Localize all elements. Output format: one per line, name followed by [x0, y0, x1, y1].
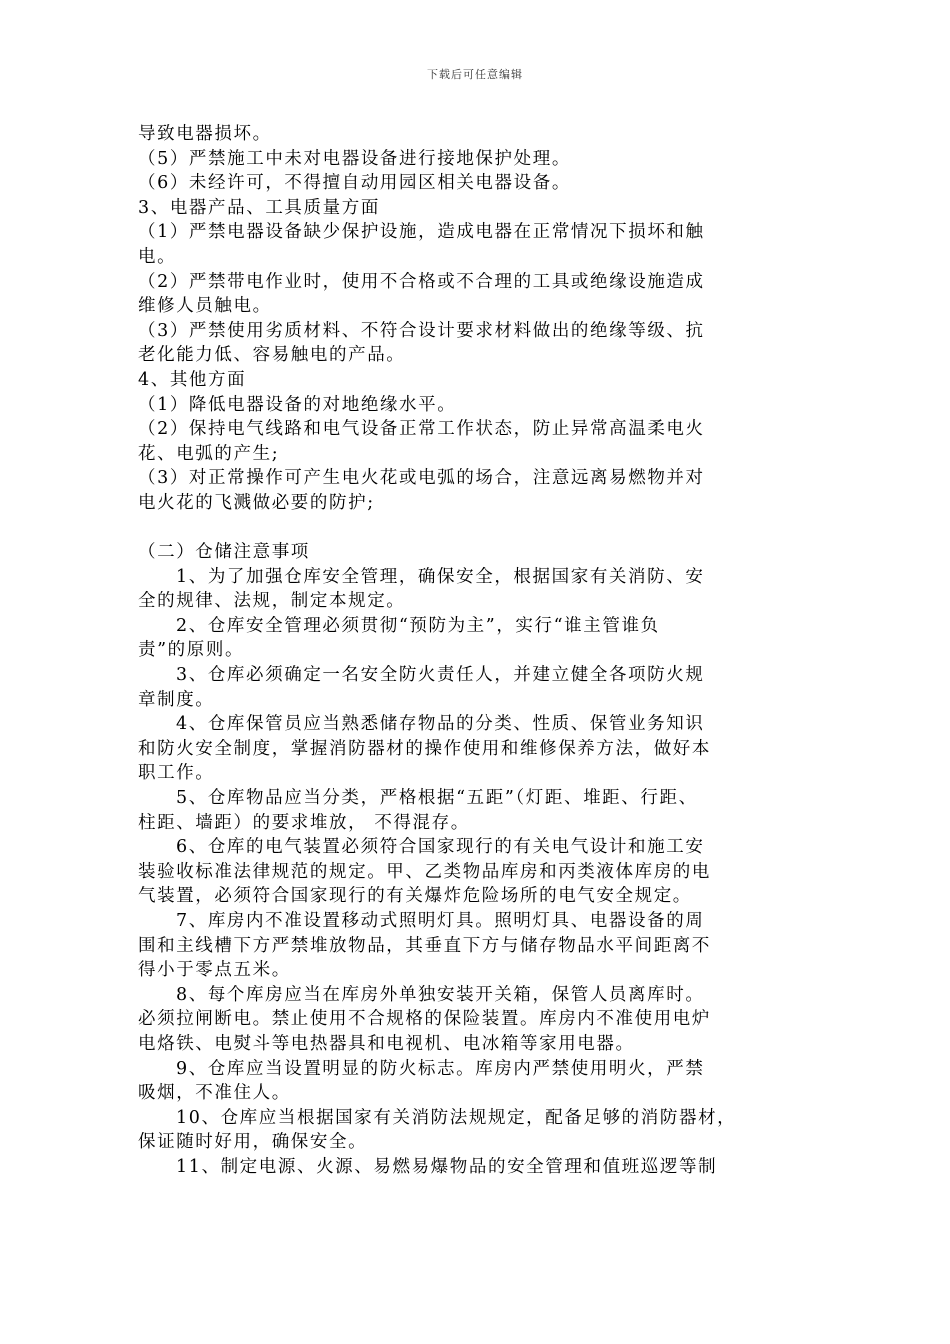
text-line: （1）降低电器设备的对地绝缘水平。	[138, 394, 457, 415]
text-line: 导致电器损坏。	[138, 124, 272, 144]
document-body	[138, 122, 818, 1180]
text-line: 装验收标准法律规范的规定。甲、乙类物品库房和丙类液体库房的电	[138, 861, 711, 882]
text-line: （2）严禁带电作业时，使用不合格或不合理的工具或绝缘设施造成	[138, 271, 705, 292]
text-line: （6）未经许可，不得擅自动用园区相关电器设备。	[138, 173, 571, 194]
text-line: 6、仓库的电气装置必须符合国家现行的有关电气设计和施工安	[176, 837, 705, 858]
text-line: 和防火安全制度，掌握消防器材的操作使用和维修保养方法，做好本	[138, 738, 711, 759]
text-line: 章制度。	[138, 689, 215, 710]
text-line: 职工作。	[138, 763, 215, 784]
text-line: 3、电器产品、工具质量方面	[138, 197, 380, 218]
text-line: 电火花的飞溅做必要的防护;	[138, 492, 375, 513]
text-line: 维修人员触电。	[138, 296, 272, 317]
text-line: 电烙铁、电熨斗等电热器具和电视机、电冰箱等家用电器。	[138, 1033, 635, 1054]
text-line: 7、库房内不准设置移动式照明灯具。照明灯具、电器设备的周	[176, 911, 705, 931]
text-line: 花、电弧的产生;	[138, 443, 280, 464]
text-line: 5、仓库物品应当分类，严格根据“五距”（灯距、堆距、行距、	[176, 788, 698, 809]
text-line: 11、制定电源、火源、易燃易爆物品的安全管理和值班巡逻等制	[176, 1156, 718, 1177]
text-line: 柱距、墙距）的要求堆放， 不得混存。	[138, 812, 470, 833]
text-line: （5）严禁施工中未对电器设备进行接地保护处理。	[138, 148, 571, 169]
text-line: 围和主线槽下方严禁堆放物品，其垂直下方与储存物品水平间距离不	[138, 935, 711, 956]
text-line: 8、每个库房应当在库房外单独安装开关箱，保管人员离库时。	[176, 984, 705, 1005]
text-line: 责”的原则。	[138, 640, 245, 661]
text-line: 4、其他方面	[138, 369, 247, 390]
text-line: 电。	[138, 246, 177, 267]
text-line: 9、仓库应当设置明显的防火标志。库房内严禁使用明火，严禁	[176, 1058, 705, 1079]
text-line: 保证随时好用，确保安全。	[138, 1132, 368, 1153]
text-line: 气装置，必须符合国家现行的有关爆炸危险场所的电气安全规定。	[138, 886, 692, 907]
text-line: 3、仓库必须确定一名安全防火责任人，并建立健全各项防火规	[176, 665, 705, 686]
text-line: 4、仓库保管员应当熟悉储存物品的分类、性质、保管业务知识	[176, 714, 705, 735]
text-line: 2、仓库安全管理必须贯彻“预防为主”，实行“谁主管谁负	[176, 615, 660, 636]
page-header: 下载后可任意编辑	[427, 68, 523, 81]
text-line: 必须拉闸断电。禁止使用不合规格的保险装置。库房内不准使用电炉	[138, 1009, 711, 1030]
blank-line	[138, 516, 818, 541]
text-line: （二）仓储注意事项	[138, 542, 310, 563]
text-line: 10、仓库应当根据国家有关消防法规规定，配备足够的消防器材，	[176, 1107, 737, 1128]
text-line: 得小于零点五米。	[138, 960, 291, 981]
text-line: 1、为了加强仓库安全管理，确保安全，根据国家有关消防、安	[176, 566, 705, 587]
text-line: （2）保持电气线路和电气设备正常工作状态，防止异常高温柔电火	[138, 419, 705, 440]
text-line: 老化能力低、容易触电的产品。	[138, 345, 406, 366]
text-line: 吸烟，不准住人。	[138, 1083, 291, 1104]
text-line: （3）对正常操作可产生电火花或电弧的场合，注意远离易燃物并对	[138, 468, 705, 489]
text-line: 全的规律、法规，制定本规定。	[138, 591, 406, 612]
text-line: （1）严禁电器设备缺少保护设施，造成电器在正常情况下损坏和触	[138, 222, 705, 243]
text-line: （3）严禁使用劣质材料、不符合设计要求材料做出的绝缘等级、抗	[138, 320, 705, 341]
